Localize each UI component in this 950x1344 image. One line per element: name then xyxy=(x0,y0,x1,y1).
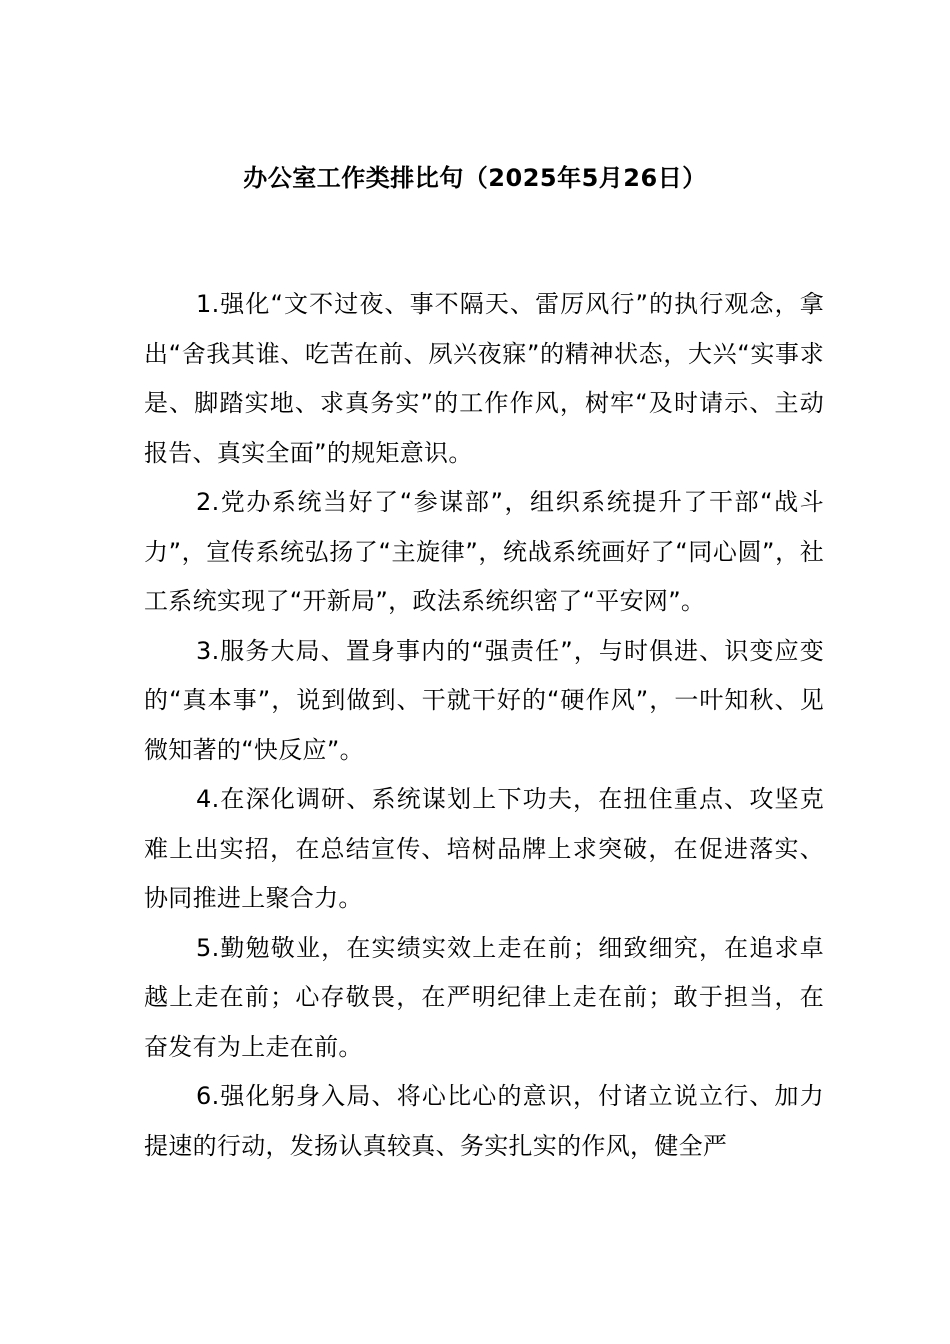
paragraph-3: 3.服务大局、置身事内的“强责任”，与时俱进、识变应变的“真本事”，说到做到、干就干好的“硬作风”，一叶知秋、见微知著的“快反应”。 xyxy=(144,636,824,764)
document-title: 办公室工作类排比句（2025年5月26日） xyxy=(243,164,707,192)
paragraph-1: 1.强化“文不过夜、事不隔天、雷厉风行”的执行观念，拿出“舍我其谁、吃苦在前、夙兴夜寐”的精神状态，大兴“实事求是、脚踏实地、求真务实”的工作作风，树牢“及时请示、主动报告、真实全面”的规矩意识。 xyxy=(144,290,824,467)
paragraph-2: 2.党办系统当好了“参谋部”，组织系统提升了干部“战斗力”，宣传系统弘扬了“主旋律”，统战系统画好了“同心圆”，社工系统实现了“开新局”，政法系统织密了“平安网”。 xyxy=(144,488,824,615)
paragraph-5: 5.勤勉敬业，在实绩实效上走在前；细致细究，在追求卓越上走在前；心存敬畏，在严明纪律上走在前；敢于担当，在奋发有为上走在前。 xyxy=(144,933,824,1061)
document-body xyxy=(144,280,824,1171)
paragraph-4: 4.在深化调研、系统谋划上下功夫，在扭住重点、攻坚克难上出实招，在总结宣传、培树品牌上求突破，在促进落实、协同推进上聚合力。 xyxy=(144,785,824,912)
paragraph-6: 6.强化躬身入局、将心比心的意识，付诸立说立行、加力提速的行动，发扬认真较真、务实扎实的作风，健全严 xyxy=(144,1082,824,1160)
